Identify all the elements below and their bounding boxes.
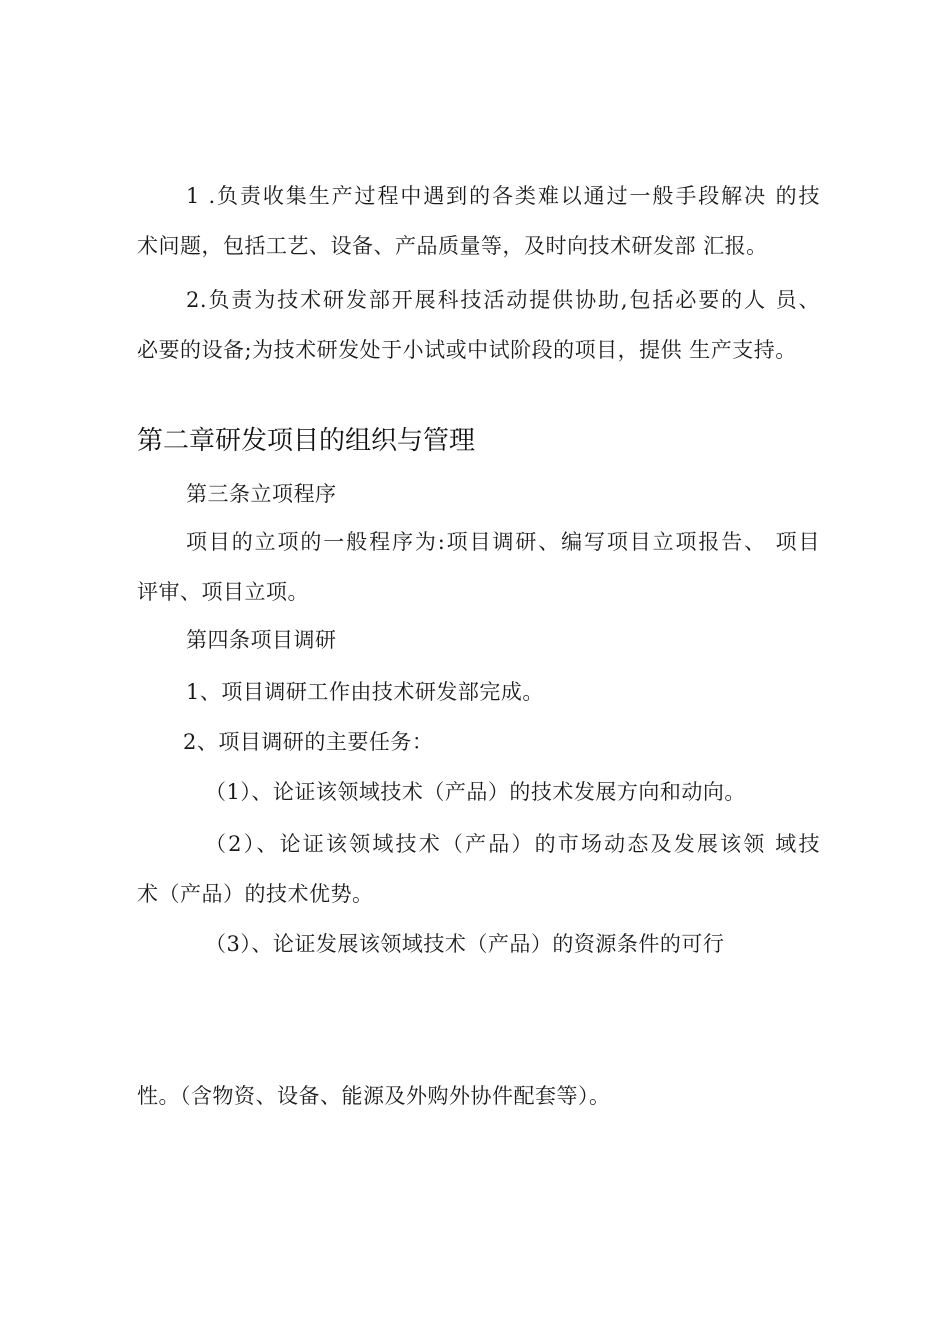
article-3-body-line-2: 评审、项目立项。: [137, 580, 309, 604]
article-3-title: 第三条立项程序: [186, 482, 337, 506]
paragraph-1-line-2: 术问题，包括工艺、设备、产品质量等，及时向技术研发部 汇报。: [137, 234, 768, 258]
article-4-sub-3-line-1: （3）、论证发展该领域技术（产品）的资源条件的可行: [205, 932, 725, 956]
article-4-sub-3-line-2: 性。（含物资、设备、能源及外购外协件配套等）。: [137, 1084, 611, 1108]
article-4-sub-2-line-2: 术（产品）的技术优势。: [137, 882, 374, 906]
article-4-sub-1: （1）、论证该领域技术（产品）的技术发展方向和动向。: [205, 780, 746, 804]
paragraph-1-line-1: 1 .负责收集生产过程中遇到的各类难以通过一般手段解决 的技: [186, 184, 820, 208]
article-4-item-2: 2、项目调研的主要任务：: [183, 730, 434, 754]
article-3-body-line-1: 项目的立项的一般程序为:项目调研、编写项目立项报告、 项目: [186, 530, 820, 554]
article-4-sub-2-line-1: （2）、论证该领域技术（产品）的市场动态及发展该领 域技: [205, 832, 820, 856]
article-4-item-1: 1、项目调研工作由技术研发部完成。: [186, 680, 544, 704]
chapter-heading: 第二章研发项目的组织与管理: [137, 426, 476, 456]
paragraph-2-line-2: 必要的设备;为技术研发处于小试或中试阶段的项目，提供 生产支持。: [137, 338, 797, 362]
paragraph-2-line-1: 2.负责为技术研发部开展科技活动提供协助,包括必要的人 员、: [186, 288, 820, 312]
article-4-title: 第四条项目调研: [186, 628, 337, 652]
